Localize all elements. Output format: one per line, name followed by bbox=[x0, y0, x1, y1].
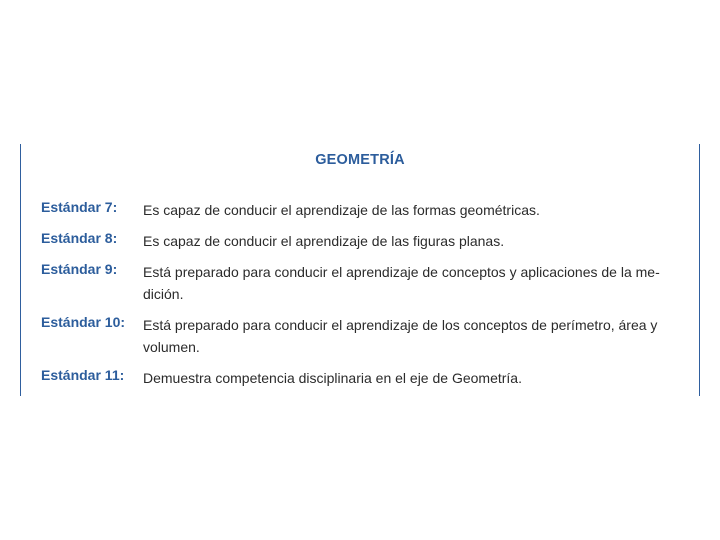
description-line: Es capaz de conducir el aprendizaje de las formas geométricas. bbox=[143, 202, 540, 218]
section-title: GEOMETRÍA bbox=[315, 152, 405, 168]
description-line: volumen. bbox=[143, 339, 200, 355]
standard-description bbox=[143, 199, 691, 221]
standard-label: Estándar 10: bbox=[41, 314, 126, 330]
description-line: Demuestra competencia disciplinaria en el eje de Geometría. bbox=[143, 370, 522, 386]
description-line: Es capaz de conducir el aprendizaje de las figuras planas. bbox=[143, 233, 505, 249]
standard-description bbox=[143, 367, 691, 389]
standard-label: Estándar 11: bbox=[41, 367, 125, 383]
standard-description bbox=[143, 230, 691, 252]
standard-description bbox=[143, 314, 691, 358]
description-line: dición. bbox=[143, 286, 184, 302]
standard-label: Estándar 7: bbox=[41, 199, 118, 215]
standard-label: Estándar 8: bbox=[41, 230, 118, 246]
standard-description bbox=[143, 261, 691, 305]
description-line: Está preparado para conducir el aprendizaje de conceptos y aplicaciones de la me- bbox=[143, 264, 660, 280]
standard-label: Estándar 9: bbox=[41, 261, 118, 277]
description-line: Está preparado para conducir el aprendizaje de los conceptos de perímetro, área y bbox=[143, 317, 658, 333]
standards-panel bbox=[20, 144, 700, 396]
